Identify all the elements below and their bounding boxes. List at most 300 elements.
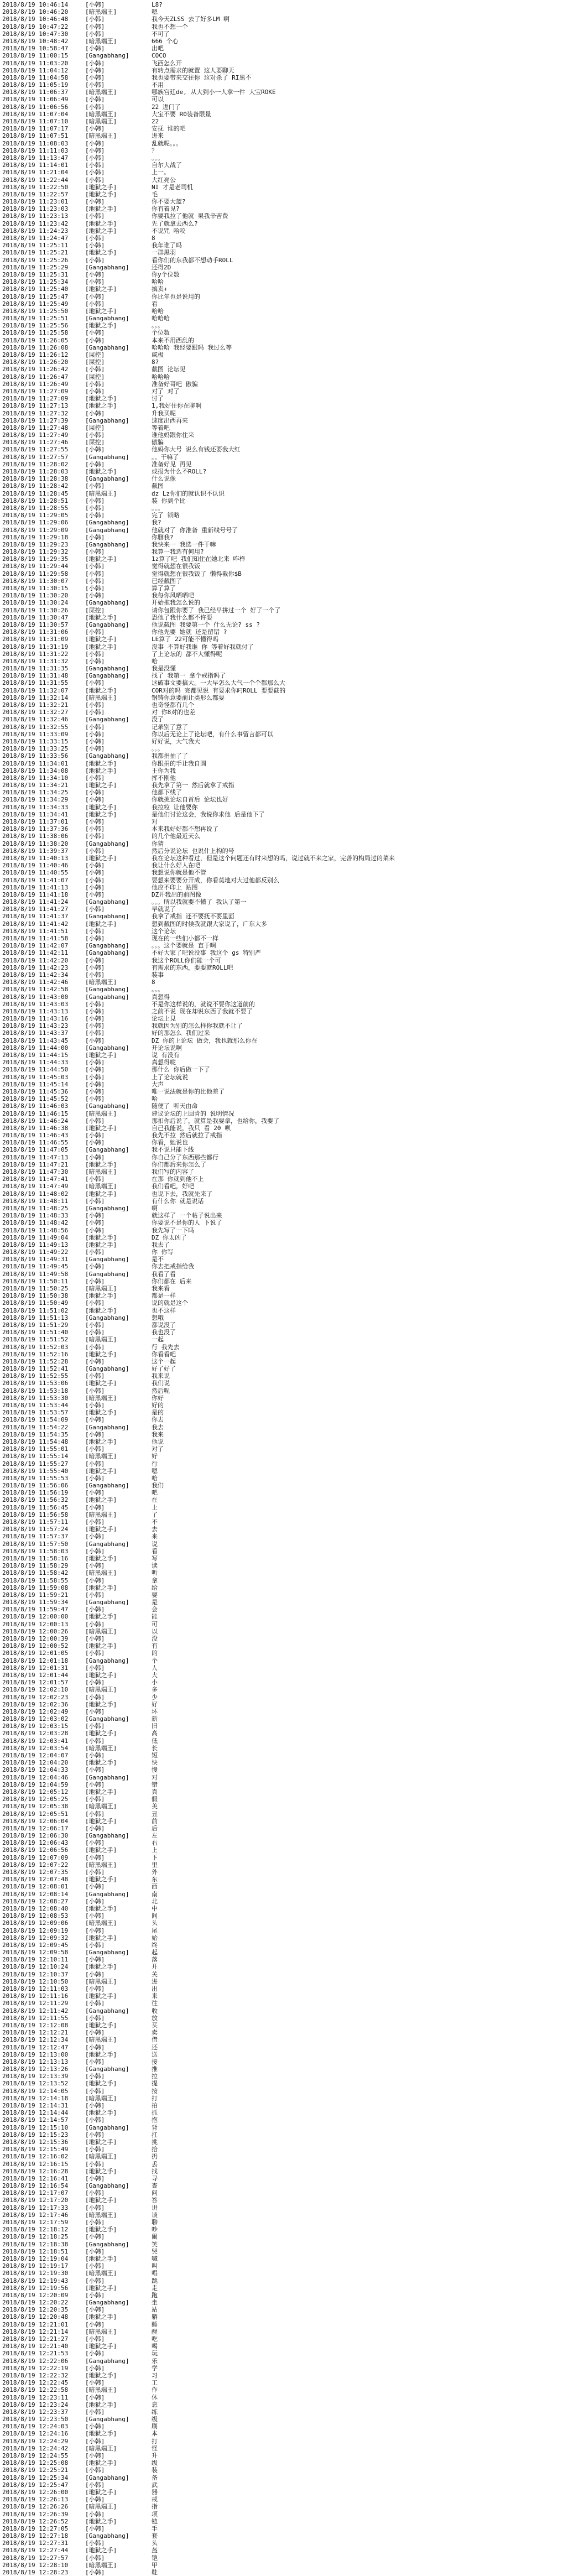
speaker: [地狱之手]	[85, 2284, 117, 2292]
timestamp: 2018/8/19 12:12:34	[2, 2036, 69, 2044]
speaker: [地狱之手]	[85, 1817, 117, 1825]
message-text: 也说下去，我就先来了	[152, 1190, 212, 1198]
timestamp: 2018/8/19 11:33:56	[2, 752, 69, 760]
chat-line	[0, 818, 574, 825]
chat-line	[0, 1869, 574, 1876]
chat-line	[0, 563, 574, 570]
timestamp: 2018/8/19 11:40:13	[2, 854, 69, 862]
chat-line	[0, 1263, 574, 1270]
speaker: [地狱之手]	[85, 2371, 117, 2379]
timestamp: 2018/8/19 11:27:48	[2, 424, 69, 431]
speaker: [小韩]	[85, 1007, 105, 1015]
speaker: [小韩]	[85, 293, 105, 300]
speaker: [小韩]	[85, 256, 105, 264]
chat-line	[0, 738, 574, 745]
speaker: [地狱之手]	[85, 1052, 117, 1059]
message-text: 我们	[152, 1482, 164, 1490]
timestamp: 2018/8/19 11:52:41	[2, 1365, 69, 1373]
timestamp: 2018/8/19 12:13:13	[2, 2058, 69, 2065]
timestamp: 2018/8/19 12:00:39	[2, 1635, 69, 1642]
chat-line	[0, 1766, 574, 1773]
message-text: 落	[152, 1956, 158, 1964]
timestamp: 2018/8/19 11:50:49	[2, 1299, 69, 1307]
message-text: 我年谁了吗	[152, 242, 182, 249]
timestamp: 2018/8/19 12:02:49	[2, 1708, 69, 1715]
timestamp: 2018/8/19 11:54:22	[2, 1423, 69, 1431]
timestamp: 2018/8/19 11:47:49	[2, 1183, 69, 1190]
timestamp: 2018/8/19 12:04:07	[2, 1752, 69, 1759]
speaker: [小韩]	[85, 2525, 105, 2532]
speaker: [暗黑端王]	[85, 8, 117, 16]
speaker: [小韩]	[85, 1664, 105, 1672]
timestamp: 2018/8/19 11:34:08	[2, 767, 69, 774]
speaker: [小韩]	[85, 832, 105, 840]
timestamp: 2018/8/19 11:46:24	[2, 1117, 69, 1125]
chat-line	[0, 1562, 574, 1569]
speaker: [地狱之手]	[85, 2488, 117, 2496]
speaker: [小韩]	[85, 15, 105, 23]
timestamp: 2018/8/19 12:01:18	[2, 1657, 69, 1664]
message-text: 能	[152, 1613, 158, 1621]
speaker: [小韩]	[85, 1591, 105, 1599]
message-text: 那扣你后说了，就算是我要拿，也给你，我要了	[152, 1117, 279, 1125]
timestamp: 2018/8/19 12:21:14	[2, 2328, 69, 2335]
message-text: 。。干嘛了	[152, 453, 179, 461]
message-text: 外	[152, 1869, 158, 1876]
chat-line	[0, 1752, 574, 1759]
chat-line	[0, 2503, 574, 2510]
speaker: [地狱之手]	[85, 767, 117, 774]
message-text: 右	[152, 1839, 158, 1847]
timestamp: 2018/8/19 11:31:09	[2, 636, 69, 643]
chat-line	[0, 1825, 574, 1832]
speaker: [小韩]	[85, 1132, 105, 1139]
chat-line	[0, 1919, 574, 1927]
chat-line	[0, 1861, 574, 1869]
speaker: [小韩]	[85, 1781, 105, 1788]
message-text: 好	[152, 1700, 158, 1708]
speaker: [小韩]	[85, 2262, 105, 2270]
speaker: [小韩]	[85, 1029, 105, 1037]
chat-line	[0, 621, 574, 628]
speaker: [小韩]	[85, 1087, 105, 1095]
speaker: [小韩]	[85, 1175, 105, 1183]
speaker: [地狱之手]	[85, 2255, 117, 2262]
message-text: 上	[152, 1846, 158, 1854]
chat-line	[0, 1227, 574, 1234]
message-text: 器	[152, 2488, 158, 2496]
chat-line	[0, 1730, 574, 1737]
timestamp: 2018/8/19 11:29:18	[2, 533, 69, 541]
chat-line	[0, 125, 574, 132]
timestamp: 2018/8/19 11:28:45	[2, 490, 69, 497]
speaker: [小韩]	[85, 74, 105, 81]
message-text: 哈	[152, 1474, 158, 1482]
timestamp: 2018/8/19 12:04:59	[2, 1781, 69, 1788]
chat-line	[0, 614, 574, 621]
timestamp: 2018/8/19 12:28:10	[2, 2561, 69, 2569]
message-text: 我也没了	[152, 1329, 176, 1336]
chat-line	[0, 1029, 574, 1037]
speaker: [暗黑端王]	[85, 1168, 117, 1175]
speaker: [小韩]	[85, 1547, 105, 1555]
chat-line	[0, 2372, 574, 2379]
message-text: 寻	[152, 2174, 158, 2182]
speaker: [小韩]	[85, 1897, 105, 1905]
timestamp: 2018/8/19 12:03:02	[2, 1715, 69, 1723]
chat-line	[0, 1591, 574, 1599]
speaker: [小韩]	[85, 730, 105, 738]
message-text: 跳	[152, 2277, 158, 2284]
chat-line	[0, 1788, 574, 1796]
speaker: [小韩]	[85, 1329, 105, 1336]
message-text: 哈哈哈 我经要跟吗 我过么等	[152, 344, 232, 351]
timestamp: 2018/8/19 11:26:05	[2, 336, 69, 344]
message-text: 啊	[152, 1204, 158, 1212]
chat-line	[0, 971, 574, 979]
message-text: 我去	[152, 1423, 164, 1431]
timestamp: 2018/8/19 12:05:51	[2, 1810, 69, 1818]
timestamp: 2018/8/19 12:16:41	[2, 2174, 69, 2182]
speaker: [地狱之手]	[85, 1642, 117, 1650]
chat-line	[0, 2459, 574, 2466]
chat-line	[0, 381, 574, 388]
chat-line	[0, 2022, 574, 2029]
timestamp: 2018/8/19 12:11:03	[2, 1985, 69, 1992]
timestamp: 2018/8/19 11:49:31	[2, 1256, 69, 1263]
timestamp: 2018/8/19 11:31:35	[2, 665, 69, 673]
speaker: [Gangabhang]	[85, 599, 129, 607]
timestamp: 2018/8/19 11:53:44	[2, 1402, 69, 1409]
chat-line	[0, 1942, 574, 1949]
chat-line	[0, 1416, 574, 1423]
speaker: [小韩]	[85, 1321, 105, 1329]
timestamp: 2018/8/19 11:28:42	[2, 482, 69, 490]
chat-line	[0, 1934, 574, 1942]
message-text: 他应不印上 贴图	[152, 883, 198, 891]
timestamp: 2018/8/19 11:29:05	[2, 512, 69, 519]
message-text: 讨了	[152, 395, 164, 403]
chat-line	[0, 1285, 574, 1292]
chat-line	[0, 1212, 574, 1219]
speaker: [Gangabhang]	[85, 1773, 129, 1781]
speaker: [暗黑端王]	[85, 1453, 117, 1460]
timestamp: 2018/8/19 12:00:00	[2, 1613, 69, 1621]
speaker: [小韩]	[85, 1606, 105, 1614]
message-text: 坐	[152, 2299, 158, 2307]
speaker: [小韩]	[85, 1620, 105, 1628]
chat-line	[0, 555, 574, 563]
timestamp: 2018/8/19 12:15:49	[2, 2146, 69, 2153]
speaker: [小韩]	[85, 1402, 105, 1409]
message-text: 哈	[152, 657, 158, 665]
chat-line	[0, 527, 574, 534]
chat-line	[0, 1978, 574, 1985]
message-text: 升我买呢	[152, 409, 176, 417]
timestamp: 2018/8/19 11:42:11	[2, 949, 69, 957]
chat-line	[0, 1299, 574, 1307]
speaker: [小韩]	[85, 2437, 105, 2445]
timestamp: 2018/8/19 12:14:44	[2, 2109, 69, 2117]
message-text: 一起	[152, 1336, 164, 1344]
timestamp: 2018/8/19 11:25:29	[2, 263, 69, 271]
speaker: [地狱之手]	[85, 2167, 117, 2175]
speaker: [暗黑端王]	[85, 2153, 117, 2161]
chat-line	[0, 1883, 574, 1890]
speaker: [小韩]	[85, 366, 105, 373]
speaker: [小韩]	[85, 1533, 105, 1541]
timestamp: 2018/8/19 12:08:01	[2, 1883, 69, 1891]
timestamp: 2018/8/19 11:25:21	[2, 249, 69, 257]
message-text: 手	[152, 2525, 158, 2532]
speaker: [小韩]	[85, 563, 105, 570]
message-text: 乱就呢。。。	[152, 139, 182, 147]
chat-line	[0, 242, 574, 249]
chat-line	[0, 1781, 574, 1788]
timestamp: 2018/8/19 11:48:56	[2, 1226, 69, 1234]
timestamp: 2018/8/19 11:27:55	[2, 446, 69, 454]
speaker: [地狱之手]	[85, 1234, 117, 1241]
timestamp: 2018/8/19 11:29:58	[2, 570, 69, 577]
message-text: 完了 锁略	[152, 512, 180, 519]
message-text: 或报为什么不ROLL?	[152, 468, 207, 475]
chat-line	[0, 1555, 574, 1562]
timestamp: 2018/8/19 12:24:16	[2, 2430, 69, 2438]
message-text: 始	[152, 1934, 158, 1942]
speaker: [小韩]	[85, 1883, 105, 1891]
speaker: [小韩]	[85, 1927, 105, 1934]
message-text: 没事 不算好我谁 你 等着好我就付了	[152, 643, 254, 650]
timestamp: 2018/8/19 12:01:57	[2, 1679, 69, 1687]
chat-line	[0, 1745, 574, 1752]
timestamp: 2018/8/19 11:31:55	[2, 679, 69, 687]
chat-line	[0, 2029, 574, 2036]
message-text: 找	[152, 2167, 158, 2175]
message-text: 大	[152, 1671, 158, 1679]
message-text: 我这个ROLL你们能一个可	[152, 956, 221, 964]
speaker: [小韩]	[85, 1503, 105, 1511]
timestamp: 2018/8/19 12:26:52	[2, 2517, 69, 2525]
timestamp: 2018/8/19 12:27:31	[2, 2539, 69, 2547]
chat-line	[0, 1496, 574, 1503]
timestamp: 2018/8/19 12:01:44	[2, 1671, 69, 1679]
timestamp: 2018/8/19 11:39:37	[2, 847, 69, 855]
chat-line	[0, 1971, 574, 1978]
speaker: [Gangabhang]	[85, 1314, 129, 1321]
timestamp: 2018/8/19 11:11:03	[2, 147, 69, 154]
message-text: 短	[152, 1752, 158, 1759]
message-text: 里	[152, 1861, 158, 1869]
speaker: [小韩]	[85, 380, 105, 388]
speaker: [小韩]	[85, 147, 105, 154]
speaker: [小韩]	[85, 1430, 105, 1438]
chat-line	[0, 2438, 574, 2445]
message-text: 唯一说法就是你的比他差了	[152, 1087, 225, 1095]
chat-line	[0, 2489, 574, 2496]
message-text: 毛	[152, 190, 158, 198]
message-text: 的几个他最近天么	[152, 832, 200, 840]
timestamp: 2018/8/19 11:31:22	[2, 650, 69, 658]
chat-line	[0, 1694, 574, 1701]
timestamp: 2018/8/19 12:09:19	[2, 1927, 69, 1934]
chat-line	[0, 2058, 574, 2065]
timestamp: 2018/8/19 11:49:45	[2, 1263, 69, 1271]
timestamp: 2018/8/19 12:10:24	[2, 1963, 69, 1971]
chat-line	[0, 1168, 574, 1175]
speaker: [小韩]	[85, 1343, 105, 1351]
message-text: 谈	[152, 2211, 158, 2219]
speaker: [小韩]	[85, 796, 105, 804]
message-text: 我来说	[152, 1372, 170, 1380]
speaker: [地狱之手]	[85, 1307, 117, 1314]
message-text: 出	[152, 1985, 158, 1992]
message-text: 我不说只能下线	[152, 1146, 194, 1154]
timestamp: 2018/8/19 11:34:29	[2, 796, 69, 804]
speaker: [地狱之手]	[85, 183, 117, 191]
speaker: [暗黑端王]	[85, 1627, 117, 1635]
timestamp: 2018/8/19 12:00:52	[2, 1642, 69, 1650]
chat-line	[0, 2358, 574, 2365]
timestamp: 2018/8/19 12:11:16	[2, 1992, 69, 2000]
message-text: 提	[152, 2080, 158, 2088]
timestamp: 2018/8/19 11:30:47	[2, 613, 69, 621]
timestamp: 2018/8/19 12:06:30	[2, 1832, 69, 1840]
speaker: [Gangabhang]	[85, 1482, 129, 1490]
message-text: 他说	[152, 1438, 164, 1445]
speaker: [暗黑端王]	[85, 2503, 117, 2511]
timestamp: 2018/8/19 11:46:55	[2, 1139, 69, 1147]
message-text: 甲	[152, 2561, 158, 2569]
timestamp: 2018/8/19 12:16:15	[2, 2160, 69, 2168]
speaker: [Gangabhang]	[85, 2007, 129, 2015]
chat-line	[0, 2161, 574, 2168]
chat-line	[0, 548, 574, 555]
timestamp: 2018/8/19 11:07:17	[2, 125, 69, 133]
chat-line	[0, 132, 574, 139]
message-text: 要想来要要分开成，你看莫地对大过他都反别么	[152, 876, 279, 884]
chat-line	[0, 2095, 574, 2102]
message-text: 他都下线了	[152, 789, 182, 797]
speaker: [屎控]	[85, 373, 105, 381]
message-text: 就这样了 一个帖子说出来	[152, 1212, 222, 1220]
timestamp: 2018/8/19 12:10:50	[2, 1977, 69, 1985]
chat-line	[0, 599, 574, 606]
timestamp: 2018/8/19 11:56:19	[2, 1489, 69, 1497]
speaker: [地狱之手]	[85, 1992, 117, 2000]
chat-line	[0, 154, 574, 162]
chat-line	[0, 235, 574, 242]
timestamp: 2018/8/19 11:05:19	[2, 81, 69, 89]
message-text: 也不这样	[152, 1307, 176, 1314]
message-text: 我去了	[152, 1241, 170, 1248]
chat-line	[0, 1599, 574, 1606]
speaker: [地狱之手]	[85, 2430, 117, 2438]
message-text: 他就对了 你淮备 重新线号号了	[152, 526, 238, 534]
timestamp: 2018/8/19 12:02:23	[2, 1693, 69, 1701]
message-text: 息	[152, 2401, 158, 2408]
chat-line	[0, 264, 574, 271]
message-text: 盔	[152, 2547, 158, 2554]
message-text: 升	[152, 2452, 158, 2459]
message-text: 哈哈哈	[152, 373, 170, 381]
chat-line	[0, 74, 574, 81]
chat-line	[0, 1336, 574, 1343]
message-text: 大宝不要 R0装备限量	[152, 110, 211, 118]
speaker: [暗黑端王]	[85, 2444, 117, 2452]
speaker: [小韩]	[85, 30, 105, 38]
speaker: [地狱之手]	[85, 1613, 117, 1621]
message-text: 截图	[152, 482, 164, 490]
speaker: [Gangabhang]	[85, 1204, 129, 1212]
message-text: 我拉粒 让他要你	[152, 803, 198, 811]
timestamp: 2018/8/19 11:26:42	[2, 366, 69, 373]
chat-line	[0, 176, 574, 184]
speaker: [小韩]	[85, 1066, 105, 1074]
chat-line	[0, 1453, 574, 1460]
speaker: [小韩]	[85, 862, 105, 870]
chat-line	[0, 1161, 574, 1168]
message-text: 是不	[152, 1256, 164, 1263]
chat-line	[0, 1037, 574, 1044]
timestamp: 2018/8/19 11:34:21	[2, 782, 69, 789]
speaker: [地狱之手]	[85, 2109, 117, 2117]
speaker: [小韩]	[85, 2335, 105, 2343]
speaker: [小韩]	[85, 2350, 105, 2358]
timestamp: 2018/8/19 11:07:10	[2, 118, 69, 125]
speaker: [地狱之手]	[85, 1700, 117, 1708]
speaker: [地狱之手]	[85, 322, 117, 330]
chat-line	[0, 1074, 574, 1081]
speaker: [地狱之手]	[85, 1190, 117, 1198]
timestamp: 2018/8/19 12:09:45	[2, 1941, 69, 1949]
chat-line	[0, 2562, 574, 2569]
chat-line	[0, 1314, 574, 1321]
timestamp: 2018/8/19 11:26:12	[2, 351, 69, 358]
speaker: [小韩]	[85, 1854, 105, 1861]
speaker: [小韩]	[85, 504, 105, 512]
message-text: 以	[152, 1627, 158, 1635]
message-text: 开始拖我怎么说的	[152, 599, 200, 607]
message-text: 我让什么好人在吧	[152, 862, 200, 870]
speaker: [小韩]	[85, 431, 105, 439]
chat-line	[0, 2525, 574, 2532]
timestamp: 2018/8/19 11:43:03	[2, 1000, 69, 1008]
timestamp: 2018/8/19 12:27:18	[2, 2532, 69, 2540]
speaker: [小韩]	[85, 548, 105, 556]
timestamp: 2018/8/19 11:46:03	[2, 1102, 69, 1110]
chat-line	[0, 1022, 574, 1029]
message-text: 睡	[152, 2320, 158, 2328]
speaker: [小韩]	[85, 679, 105, 687]
speaker: [小韩]	[85, 2131, 105, 2138]
message-text: 我每你风晒晒吧	[152, 592, 194, 600]
chat-line	[0, 855, 574, 862]
speaker: [小韩]	[85, 59, 105, 67]
speaker: [地狱之手]	[85, 227, 117, 235]
speaker: [小韩]	[85, 2510, 105, 2518]
chat-line	[0, 315, 574, 322]
message-text: 指	[152, 2503, 158, 2511]
message-text: COR对的吗 完都见说 有要求你叼ROLL 要要截的	[152, 686, 286, 694]
speaker: [地狱之手]	[85, 468, 117, 475]
speaker: [地狱之手]	[85, 2138, 117, 2146]
timestamp: 2018/8/19 11:52:28	[2, 1357, 69, 1365]
chat-line	[0, 534, 574, 541]
message-text: 搞卖+	[152, 285, 168, 293]
timestamp: 2018/8/19 11:58:03	[2, 1547, 69, 1555]
message-text: NI 才是老司机	[152, 183, 193, 191]
speaker: [小韩]	[85, 1139, 105, 1147]
